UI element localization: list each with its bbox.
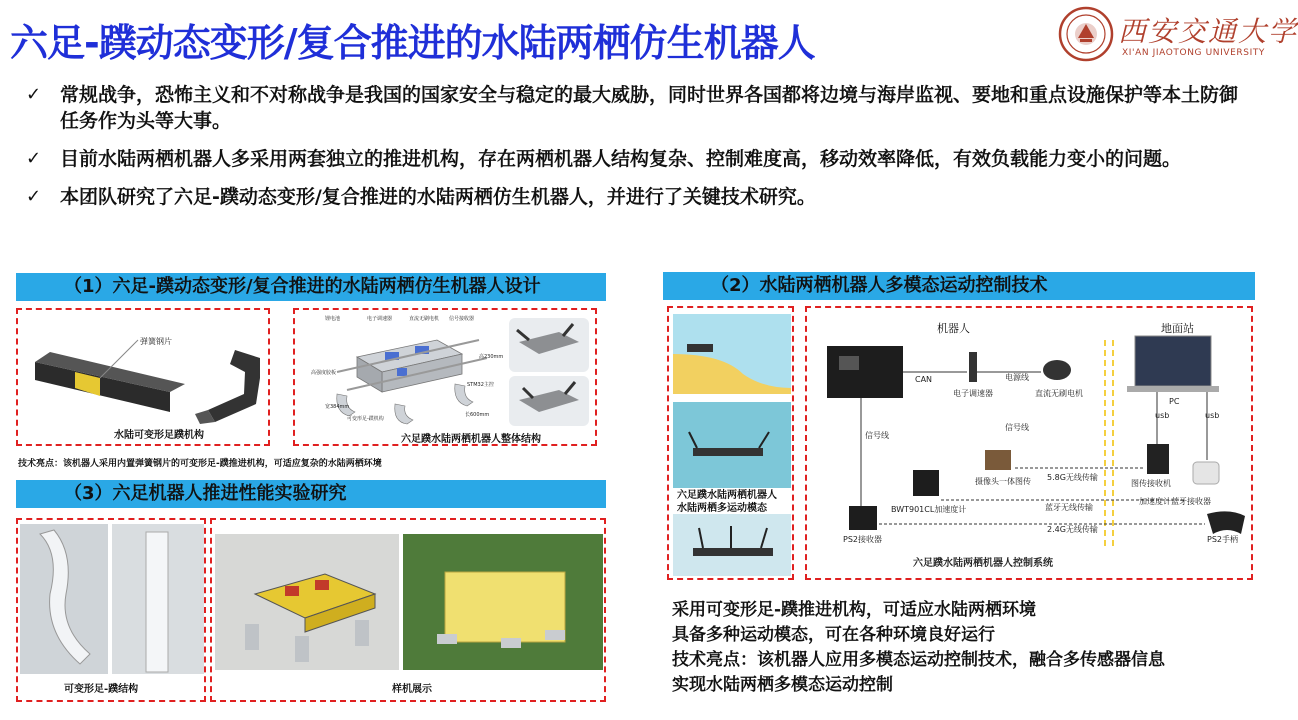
motion-modes-photos: [673, 314, 794, 576]
section1-header: （1）六足-蹼动态变形/复合推进的水陆两栖仿生机器人设计: [16, 273, 606, 301]
bullet-item: [26, 82, 1256, 134]
power-line-label: 电源线: [1005, 373, 1029, 382]
diagram-label: 长600mm: [465, 412, 490, 418]
university-seal-icon: [1058, 6, 1114, 62]
section1-left-caption: 水陆可变形足蹼机构: [114, 430, 204, 441]
check-icon: ✓: [26, 186, 42, 207]
intro-bullets: [26, 82, 1256, 222]
accelerometer-label: BWT901CL加速度计: [891, 505, 967, 514]
can-label: CAN: [915, 375, 933, 384]
control-system-caption: 六足蹼水陆两栖机器人控制系统: [913, 558, 1053, 569]
section3-right-caption: 样机展示: [392, 684, 432, 695]
signal-line-label: 信号线: [1005, 423, 1029, 432]
esc-label: 电子调速器: [953, 389, 993, 398]
section2-left-caption-1: 六足蹼水陆两栖机器人: [677, 490, 777, 501]
bluetooth-label: 蓝牙无线传输: [1045, 503, 1093, 512]
section2-left-box: [667, 306, 794, 580]
diagram-label: 直流无刷电机: [409, 316, 440, 322]
section1-left-box: [16, 308, 270, 446]
section3-left-box: [16, 518, 206, 702]
check-icon: ✓: [26, 84, 42, 105]
prototype-photos: [215, 534, 605, 674]
section1-right-box: [293, 308, 597, 446]
university-logo: [1058, 6, 1298, 66]
page-title: 六足-蹼动态变形/复合推进的水陆两栖仿生机器人: [10, 21, 815, 65]
diagram-label: 高230mm: [479, 354, 504, 360]
receiver-label: 图传接收机: [1131, 479, 1171, 488]
bullet-item: [26, 184, 1256, 210]
diagram-label: STM32主控: [467, 382, 494, 388]
usb-label: usb: [1205, 411, 1220, 420]
summary-line: 技术亮点：该机器人应用多模态运动控制技术，融合多传感器信息: [672, 650, 1165, 670]
section3-header: （3）六足机器人推进性能实验研究: [16, 480, 606, 508]
control-system-diagram: [809, 310, 1249, 578]
check-icon: ✓: [26, 148, 42, 169]
section3-right-box: [210, 518, 606, 702]
usb-label: usb: [1155, 411, 1170, 420]
diagram-label: 宽384mm: [325, 404, 350, 410]
pc-label: PC: [1169, 397, 1180, 406]
diagram-label: 电子调速器: [367, 316, 393, 322]
ground-station-label: 地面站: [1161, 322, 1194, 335]
robot-label: 机器人: [937, 322, 970, 335]
diagram-label: 高强度胶板: [311, 370, 337, 376]
bullet-text: 目前水陆两栖机器人多采用两套独立的推进机构，存在两栖机器人结构复杂、控制难度高，移动效率降低，有效负载能力变小的问题。: [60, 148, 1182, 170]
section3-left-caption: 可变形足-蹼结构: [64, 684, 139, 695]
wifi58-label: 5.8G无线传输: [1047, 473, 1098, 482]
summary-block: [672, 598, 1272, 698]
wifi24-label: 2.4G无线传输: [1047, 525, 1098, 534]
section2-header: （2）水陆两栖机器人多模态运动控制技术: [663, 272, 1255, 300]
summary-line: 实现水陆两栖多模态运动控制: [672, 675, 893, 695]
motor-label: 直流无刷电机: [1035, 389, 1083, 398]
bullet-text: 常规战争，恐怖主义和不对称战争是我国的国家安全与稳定的最大威胁，同时世界各国都将边境与海岸监视、要地和重点设施保护等本土防御任务作为头等大事。: [60, 84, 1239, 132]
flexible-fin-illustration: [20, 314, 270, 424]
camera-label: 摄像头一体图传: [975, 477, 1031, 486]
diagram-label: 锂电池: [325, 316, 341, 322]
fin-structure-photo: [20, 524, 204, 674]
summary-line: 具备多种运动模态，可在各种环境良好运行: [672, 625, 995, 645]
bt-receiver-label: 加速度计蓝牙接收器: [1139, 497, 1211, 506]
ps2-receiver-label: PS2接收器: [843, 535, 882, 544]
diagram-label: 信号接收器: [449, 316, 475, 322]
bullet-item: [26, 146, 1256, 172]
logo-chinese-name: 西安交通大学: [1118, 15, 1298, 48]
ps2-controller-label: PS2手柄: [1207, 535, 1238, 544]
logo-english-name: XI'AN JIAOTONG UNIVERSITY: [1122, 48, 1266, 58]
signal-line-label: 信号线: [865, 431, 889, 440]
section2-right-box: [805, 306, 1253, 580]
summary-line: 采用可变形足-蹼推进机构，可适应水陆两栖环境: [672, 600, 1037, 620]
bullet-text: 本团队研究了六足-蹼动态变形/复合推进的水陆两栖仿生机器人，并进行了关键技术研究。: [60, 186, 816, 208]
spring-steel-label: 弹簧钢片: [140, 337, 172, 346]
diagram-label: 可变形足-蹼机构: [347, 416, 384, 422]
section1-right-caption: 六足蹼水陆两栖机器人整体结构: [401, 434, 541, 445]
robot-structure-diagram: [297, 312, 597, 428]
section1-note: 技术亮点：该机器人采用内置弹簧钢片的可变形足-蹼推进机构，可适应复杂的水陆两栖环境: [18, 459, 382, 469]
section2-left-caption-2: 水陆两栖多运动模态: [677, 503, 767, 514]
